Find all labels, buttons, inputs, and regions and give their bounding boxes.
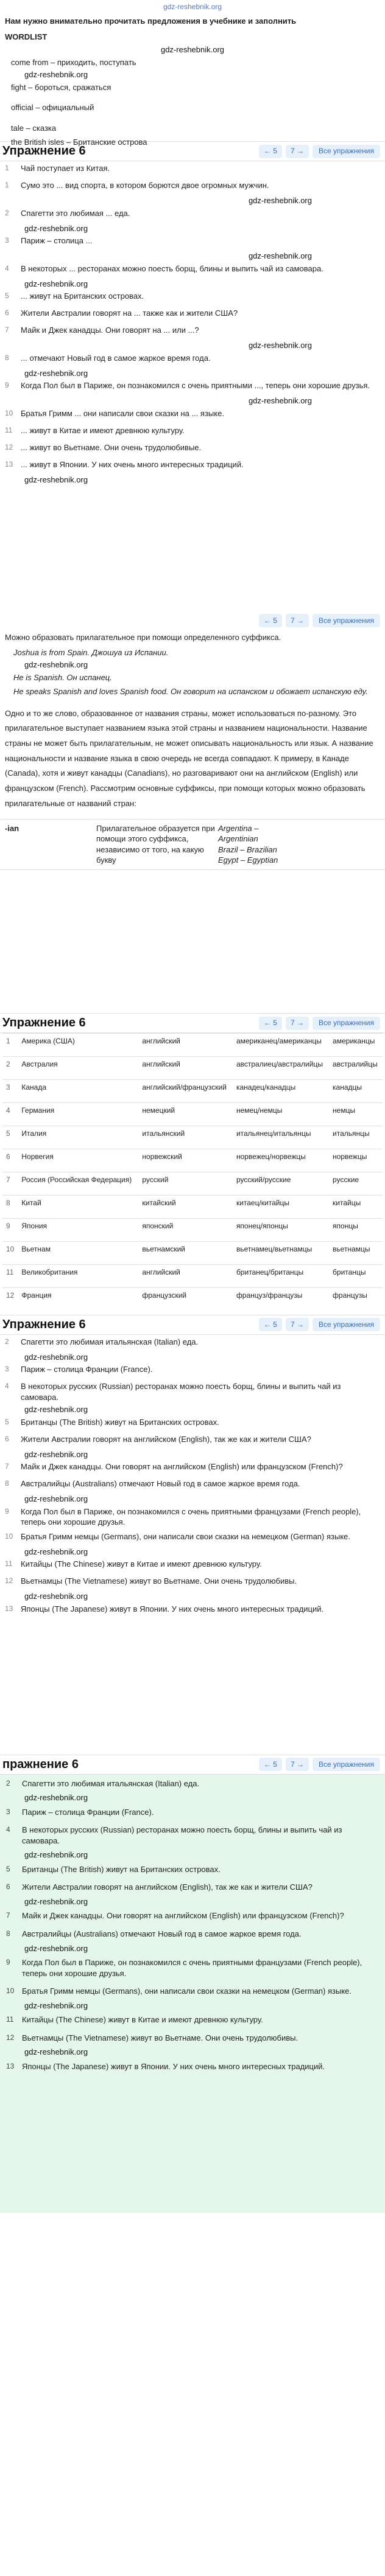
table-cell: русский/русские: [233, 1172, 329, 1196]
answer-text: Братья Гримм немцы (Germans), они написали свои сказки на немецком (German) языке.: [21, 1531, 350, 1541]
task-item: [0, 406, 385, 423]
table-cell: русский: [138, 1172, 233, 1196]
section-title: Упражнение 6: [2, 1016, 86, 1029]
task-number: 5: [5, 291, 9, 301]
task-text: ... живут в Японии. У них очень много интересных традиций.: [21, 459, 244, 469]
answer-item: [0, 2011, 385, 2029]
row-number: 8: [2, 1196, 18, 1219]
answer-text: Японцы (The Japanese) живут в Японии. У них очень много интересных традиций.: [21, 1604, 324, 1613]
table-cell: немец/немцы: [233, 1103, 329, 1126]
task-list: [0, 161, 385, 611]
watermark: gdz-reshebnik.org: [24, 1494, 88, 1504]
table-row: [2, 1172, 383, 1196]
table-cell: Великобритания: [18, 1265, 138, 1288]
next-label: 7: [290, 147, 295, 156]
task-text: ... живут в Китае и имеют древнюю культуру.: [21, 425, 185, 435]
answer-text: Британцы (The British) живут на Британских островах.: [22, 1864, 221, 1874]
next-label: 7: [290, 616, 295, 625]
watermark: gdz-reshebnik.org: [24, 2000, 88, 2010]
table-cell: итальянцы: [329, 1126, 383, 1149]
answer-text: Спагетти это любимая итальянская (Italian) еда.: [22, 1778, 200, 1788]
table-cell: французы: [329, 1288, 383, 1311]
watermark: gdz-reshebnik.org: [24, 475, 88, 484]
task-text: Братья Гримм ... они написали свои сказки на ... языке.: [21, 408, 224, 418]
answer-item: [0, 1954, 385, 1982]
table-cell: Норвегия: [18, 1149, 138, 1172]
watermark: gdz-reshebnik.org: [24, 1449, 88, 1459]
task-item: [0, 440, 385, 458]
answer-text: Париж – столица Франции (France).: [22, 1807, 154, 1817]
table-cell: американец/американцы: [233, 1034, 329, 1057]
answer-item: [0, 1982, 385, 2000]
task-number: 11: [5, 425, 13, 434]
intro-instruction: Нам нужно внимательно прочитать предложения в учебнике и заполнить: [5, 16, 297, 26]
explanation-block: [0, 630, 385, 1013]
answer-text: Австралийцы (Australians) отмечают Новый год в самое жаркое время года.: [21, 1479, 300, 1489]
answers-list: [0, 1335, 385, 1755]
answer-text: В некоторых русских (Russian) ресторанах можно поесть борщ, блины и выпить чай из самовара.: [21, 1382, 341, 1402]
table-cell: русские: [329, 1172, 383, 1196]
answer-item: [0, 1415, 385, 1432]
table-cell: вьетнамцы: [329, 1242, 383, 1265]
table-cell: Россия (Российская Федерация): [18, 1172, 138, 1196]
watermark: gdz-reshebnik.org: [24, 2047, 88, 2057]
task-number: 10: [5, 408, 13, 417]
table-cell: немцы: [329, 1103, 383, 1126]
explain-paragraph: Можно образовать прилагательное при помощи определенного суффикса.: [5, 633, 281, 642]
wordlist-item: tale – сказка: [11, 123, 57, 133]
next-label: 7: [290, 1320, 295, 1329]
task-item: [0, 423, 385, 440]
table-cell: француз/французы: [233, 1288, 329, 1311]
answer-item: [0, 2029, 385, 2047]
table-cell: немецкий: [138, 1103, 233, 1126]
answer-item: [0, 1878, 385, 1896]
task-item: [0, 262, 385, 279]
task-item: [0, 458, 385, 475]
task-item: [0, 289, 385, 306]
answer-item: [0, 1803, 385, 1822]
answer-number: 5: [5, 1417, 9, 1426]
answer-number: 6: [5, 1434, 9, 1443]
answer-number: 13: [5, 1604, 13, 1613]
task-text: Спагетти это любимая ... еда.: [21, 208, 130, 218]
watermark: gdz-reshebnik.org: [160, 45, 225, 55]
watermark: gdz-reshebnik.org: [24, 279, 88, 288]
table-cell: вьетнамец/вьетнамцы: [233, 1242, 329, 1265]
answer-text: Жители Австралии говорят на английском (English), так же как и жители США?: [21, 1434, 311, 1444]
answer-number: 8: [6, 1929, 10, 1938]
answer-item: [0, 1602, 385, 1619]
explain-paragraph: Одно и то же слово, образованное от названия страны, может использоваться по-разному. Это прилагательное выступает названием языка этой страны и названием национальности. Название страны не может быть прилагательным, не может описывать национальность или язык. А название национальности и название языка в свою очередь не всегда совпадают. К примеру, в Канаде (Canada), хотя и живут канадцы (Canadians), но разговаривают они на английском (English) или французском (French). Рассмотрим основные суффиксы, при помощи которых можно образовать прилагательные от названий стран:: [5, 708, 373, 808]
answer-text: Японцы (The Japanese) живут в Японии. У них очень много интересных традиций.: [22, 2061, 325, 2071]
task-text: ... живут на Британских островах.: [21, 291, 144, 301]
table-cell: японцы: [329, 1219, 383, 1242]
answer-number: 10: [6, 1986, 15, 1996]
suffix-example: Argentina –: [218, 823, 259, 833]
table-cell: Вьетнам: [18, 1242, 138, 1265]
table-cell: китайцы: [329, 1196, 383, 1219]
all-exercises-button[interactable]: Все упражнения: [313, 1318, 380, 1331]
intro-block: [0, 13, 385, 147]
table-row: [2, 1288, 383, 1311]
watermark: gdz-reshebnik.org: [24, 1943, 88, 1953]
site-header[interactable]: gdz-reshebnik.org: [163, 2, 222, 11]
task-text: ... живут во Вьетнаме. Они очень трудолюбивые.: [21, 442, 202, 452]
suffix-example: Brazil – Brazilian: [218, 844, 277, 854]
watermark: gdz-reshebnik.org: [24, 1547, 88, 1556]
exercise-nav: [0, 611, 385, 630]
prev-button[interactable]: ← 5: [259, 614, 282, 627]
table-cell: британец/британцы: [233, 1265, 329, 1288]
watermark: gdz-reshebnik.org: [24, 660, 88, 670]
watermark: gdz-reshebnik.org: [24, 1896, 88, 1906]
section-header: [0, 1315, 385, 1335]
table-cell: австралийцы: [329, 1057, 383, 1080]
table-cell: Франция: [18, 1288, 138, 1311]
table-cell: Япония: [18, 1219, 138, 1242]
next-button[interactable]: 7 →: [286, 614, 309, 627]
next-label: 7: [290, 1760, 295, 1769]
prev-label: 5: [273, 1018, 277, 1028]
watermark: gdz-reshebnik.org: [248, 341, 312, 350]
next-label: 7: [290, 1018, 295, 1028]
task-number: 3: [5, 236, 9, 245]
answer-number: 7: [5, 1462, 9, 1471]
watermark: gdz-reshebnik.org: [24, 368, 88, 378]
answer-item: [0, 1557, 385, 1574]
all-exercises-button[interactable]: Все упражнения: [313, 1758, 380, 1771]
all-exercises-button[interactable]: Все упражнения: [313, 614, 380, 627]
task-number: 8: [5, 353, 9, 362]
watermark: gdz-reshebnik.org: [248, 251, 312, 261]
section-header: [0, 1755, 385, 1775]
answer-item: [0, 1861, 385, 1879]
answer-text: Братья Гримм немцы (Germans), они написали свои сказки на немецком (German) языке.: [22, 1986, 351, 1996]
table-cell: итальянский: [138, 1126, 233, 1149]
table-cell: Китай: [18, 1196, 138, 1219]
answer-text: Австралийцы (Australians) отмечают Новый год в самое жаркое время года.: [22, 1929, 302, 1938]
prev-button[interactable]: ← 5: [259, 1017, 282, 1030]
watermark: gdz-reshebnik.org: [24, 1352, 88, 1362]
table-row: [2, 1265, 383, 1288]
watermark: gdz-reshebnik.org: [248, 396, 312, 406]
all-exercises-button[interactable]: Все упражнения: [313, 145, 380, 158]
task-item: [0, 161, 385, 178]
task-number: 13: [5, 459, 13, 468]
table-cell: японец/японцы: [233, 1219, 329, 1242]
table-row: [2, 1242, 383, 1265]
task-number: 2: [5, 208, 9, 217]
table-cell: норвежец/норвежцы: [233, 1149, 329, 1172]
watermark: gdz-reshebnik.org: [24, 1592, 88, 1601]
task-number: 7: [5, 325, 9, 335]
suffix-example: Egypt – Egyptian: [218, 855, 278, 865]
prev-label: 5: [273, 1760, 277, 1769]
green-answers: [0, 1775, 385, 2213]
suffix-desc: Прилагательное образуется при помощи этого суффикса, независимо от того, на какую букву: [96, 823, 215, 865]
answer-text: Китайцы (The Chinese) живут в Китае и имеют древнюю культуру.: [22, 2015, 263, 2025]
task-number: 12: [5, 442, 13, 451]
row-number: 4: [2, 1103, 18, 1126]
table-row: [2, 1126, 383, 1149]
answer-text: Когда Пол был в Париже, он познакомился с очень приятными французами (French people), теперь они хорошие друзья.: [21, 1506, 361, 1527]
task-item: [0, 234, 385, 251]
watermark: gdz-reshebnik.org: [24, 1850, 88, 1860]
answer-number: 5: [6, 1864, 10, 1873]
answer-item: [0, 1907, 385, 1925]
next-button[interactable]: 7 →: [286, 1017, 309, 1030]
answer-text: Майк и Джек канадцы. Они говорят на английском (English) или французском (French)?: [21, 1462, 343, 1472]
row-number: 5: [2, 1126, 18, 1149]
table-cell: китайский: [138, 1196, 233, 1219]
next-button[interactable]: 7 →: [286, 1318, 309, 1331]
answer-text: Вьетнамцы (The Vietnamese) живут во Вьетнаме. Они очень трудолюбивы.: [21, 1576, 297, 1586]
table-cell: японский: [138, 1219, 233, 1242]
answer-number: 3: [5, 1365, 9, 1374]
table-cell: Канада: [18, 1080, 138, 1103]
answer-text: Вьетнамцы (The Vietnamese) живут во Вьетнаме. Они очень трудолюбивы.: [22, 2033, 298, 2042]
table-cell: английский: [138, 1057, 233, 1080]
prev-label: 5: [273, 147, 277, 156]
exercise-nav: [254, 1315, 385, 1334]
task-text: ... отмечают Новый год в самое жаркое время года.: [21, 353, 211, 363]
answer-number: 4: [6, 1825, 10, 1834]
task-number: 9: [5, 381, 9, 390]
exercise-nav: [254, 1014, 385, 1032]
wordlist-item: the British isles – Британские острова: [11, 138, 147, 147]
table-cell: Австралия: [18, 1057, 138, 1080]
row-number: 2: [2, 1057, 18, 1080]
table-cell: Америка (США): [18, 1034, 138, 1057]
answer-text: Британцы (The British) живут на Британских островах.: [21, 1417, 219, 1427]
task-item: [0, 178, 385, 195]
table-cell: канадец/канадцы: [233, 1080, 329, 1103]
answer-item: [0, 1775, 385, 1793]
wordlist-item: come from – приходить, поступать: [11, 57, 136, 67]
answer-text: Жители Австралии говорят на английском (English), так же как и жители США?: [22, 1882, 313, 1892]
table-cell: австралиец/австралийцы: [233, 1057, 329, 1080]
prev-label: 5: [273, 616, 277, 625]
table-cell: канадцы: [329, 1080, 383, 1103]
answer-item: [0, 1505, 385, 1530]
answer-item: [0, 1335, 385, 1352]
suffix-cell: -ian: [5, 823, 19, 833]
answer-item: [0, 1460, 385, 1477]
table-cell: норвежцы: [329, 1149, 383, 1172]
answer-number: 9: [6, 1958, 10, 1967]
answer-number: 2: [5, 1337, 9, 1346]
section-title: Упражнение 6: [2, 1317, 86, 1331]
example-line: He speaks Spanish and loves Spanish food. Он говорит на испанском и обожает испанскую еду.: [13, 687, 368, 697]
answer-number: 11: [6, 2015, 14, 2024]
task-item: [0, 351, 385, 368]
answer-number: 7: [6, 1911, 10, 1920]
exercise-nav: [254, 1755, 385, 1774]
task-item: [0, 206, 385, 223]
table-cell: итальянец/итальянцы: [233, 1126, 329, 1149]
all-exercises-button[interactable]: Все упражнения: [313, 1017, 380, 1030]
prev-label: 5: [273, 1320, 277, 1329]
next-button[interactable]: 7 →: [286, 1758, 309, 1771]
prev-button[interactable]: ← 5: [259, 1758, 282, 1771]
table-cell: норвежский: [138, 1149, 233, 1172]
task-item: [0, 306, 385, 323]
answer-item: [0, 1574, 385, 1591]
table-cell: американцы: [329, 1034, 383, 1057]
row-number: 9: [2, 1219, 18, 1242]
example-line: He is Spanish. Он испанец.: [13, 672, 112, 682]
answer-number: 4: [5, 1382, 9, 1391]
task-number: 6: [5, 308, 9, 318]
answer-number: 12: [6, 2033, 15, 2042]
row-number: 12: [2, 1288, 18, 1311]
answer-number: 8: [5, 1479, 9, 1488]
task-number: 1: [5, 181, 9, 189]
row-number: 11: [2, 1265, 18, 1288]
answer-number: 11: [5, 1559, 13, 1568]
answer-text: Спагетти это любимая итальянская (Italian) еда.: [21, 1337, 199, 1346]
table-cell: китаец/китайцы: [233, 1196, 329, 1219]
table-cell: английский: [138, 1034, 233, 1057]
table-cell: Германия: [18, 1103, 138, 1126]
example-line: Joshua is from Spain. Джошуа из Испании.: [13, 647, 169, 657]
answer-text: Париж – столица Франции (France).: [21, 1365, 153, 1374]
table-cell: французский: [138, 1288, 233, 1311]
table-cell: английский: [138, 1265, 233, 1288]
task-number: 1: [5, 164, 9, 172]
table-row: [2, 1057, 383, 1080]
table-cell: британцы: [329, 1265, 383, 1288]
row-number: 1: [2, 1034, 18, 1057]
table-cell: английский/французский: [138, 1080, 233, 1103]
suffix-examples: [218, 823, 380, 866]
watermark: gdz-reshebnik.org: [24, 1793, 88, 1803]
answer-number: 10: [5, 1531, 13, 1540]
task-item: [0, 323, 385, 340]
table-cell: Италия: [18, 1126, 138, 1149]
wordlist-item: fight – бороться, сражаться: [11, 82, 111, 92]
section-title: Упражнение 6: [2, 144, 86, 158]
answer-number: 9: [5, 1506, 9, 1516]
answer-item: [0, 1821, 385, 1850]
table-row: [2, 1196, 383, 1219]
prev-button[interactable]: ← 5: [259, 145, 282, 158]
table-cell: вьетнамский: [138, 1242, 233, 1265]
answer-item: [0, 1925, 385, 1943]
row-number: 3: [2, 1080, 18, 1103]
wordlist-item: official – официальный: [11, 103, 94, 113]
next-button[interactable]: 7 →: [286, 145, 309, 158]
watermark: gdz-reshebnik.org: [24, 70, 88, 80]
answer-number: 2: [6, 1778, 10, 1788]
table-row: [2, 1149, 383, 1172]
suffix-table: [0, 819, 385, 870]
answer-number: 12: [5, 1576, 13, 1586]
task-text: Когда Пол был в Париже, он познакомился с очень приятными ..., теперь они хорошие друзья.: [21, 381, 370, 391]
answer-number: 13: [6, 2061, 15, 2070]
section-header: [0, 1013, 385, 1033]
table-row: [2, 1080, 383, 1103]
table-row: [2, 1219, 383, 1242]
answer-text: Когда Пол был в Париже, он познакомился с очень приятными французами (French people), теперь они хорошие друзья.: [22, 1958, 362, 1978]
task-text: Сумо это ... вид спорта, в котором борются двое огромных мужчин.: [21, 181, 269, 190]
nations-table: [2, 1033, 383, 1311]
table-row: [2, 1103, 383, 1126]
answer-text: В некоторых русских (Russian) ресторанах можно поесть борщ, блины и выпить чай из самовара.: [22, 1825, 342, 1845]
answer-item: [0, 1362, 385, 1379]
table-row: [2, 1034, 383, 1057]
answer-number: 3: [6, 1807, 10, 1816]
task-number: 4: [5, 263, 9, 273]
suffix-example: Argentinian: [218, 834, 258, 844]
wordlist-label: WORDLIST: [5, 32, 48, 41]
task-text: Жители Австралии говорят на ... также как и жители США?: [21, 308, 238, 318]
watermark: gdz-reshebnik.org: [24, 223, 88, 233]
answer-item: [0, 1530, 385, 1547]
watermark: gdz-reshebnik.org: [24, 1405, 88, 1415]
task-text: В некоторых ... ресторанах можно поесть борщ, блины и выпить чай из самовара.: [21, 263, 323, 273]
task-item: [0, 378, 385, 395]
row-number: 10: [2, 1242, 18, 1265]
answer-item: [0, 1432, 385, 1449]
answer-number: 6: [6, 1882, 10, 1892]
prev-button[interactable]: ← 5: [259, 1318, 282, 1331]
answer-text: Китайцы (The Chinese) живут в Китае и имеют древнюю культуру.: [21, 1559, 262, 1569]
answer-text: Майк и Джек канадцы. Они говорят на английском (English) или французском (French)?: [22, 1911, 344, 1921]
answer-item: [0, 1379, 385, 1404]
answer-item: [0, 2058, 385, 2076]
task-text: Париж – столица ...: [21, 236, 93, 246]
task-text: Майк и Джек канадцы. Они говорят на ... или ...?: [21, 325, 199, 335]
section-title: пражнение 6: [2, 1757, 79, 1771]
watermark: gdz-reshebnik.org: [248, 196, 312, 205]
row-number: 7: [2, 1172, 18, 1196]
task-text: Чай поступает из Китая.: [21, 164, 110, 173]
answer-item: [0, 1477, 385, 1494]
row-number: 6: [2, 1149, 18, 1172]
